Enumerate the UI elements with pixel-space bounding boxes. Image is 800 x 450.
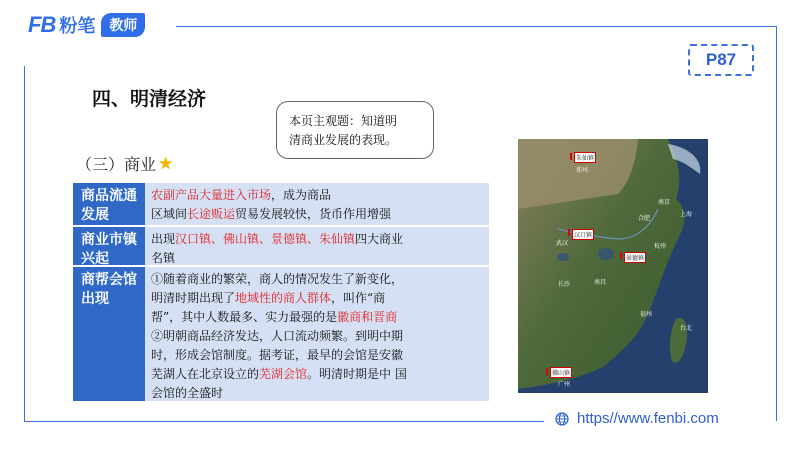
content-line xyxy=(151,289,483,308)
dongting-lake xyxy=(557,253,569,261)
text-segment: 。明清时期是中 国 xyxy=(307,367,407,381)
satellite-map xyxy=(518,139,708,393)
globe-icon xyxy=(555,412,569,426)
pin-marker xyxy=(620,252,622,259)
table-row xyxy=(73,183,489,225)
website-link[interactable]: https//www.fenbi.com xyxy=(577,410,719,427)
subheading-text: （三）商业 xyxy=(76,155,157,174)
subjective-question-callout xyxy=(276,101,434,159)
callout-line-2: 清商业发展的表现。 xyxy=(289,133,398,147)
frame-border-bottom xyxy=(24,421,544,422)
map-label-taibei: 台北 xyxy=(680,325,693,332)
text-segment: 区域间 xyxy=(151,207,188,221)
row-label xyxy=(73,227,145,265)
map-label-hankou: 汉口镇 xyxy=(572,229,594,240)
star-icon: ★ xyxy=(158,153,174,174)
commerce-table xyxy=(73,183,489,401)
map-label-nanjing: 南京 xyxy=(658,199,671,206)
row-content xyxy=(145,267,489,401)
row-label-line: 商业市镇 xyxy=(81,232,137,248)
page-title: 四、明清经济 xyxy=(92,88,207,110)
content-line xyxy=(151,308,483,327)
content-line: ①随着商业的繁荣，商人的情况发生了新变化， xyxy=(151,272,404,286)
row-label xyxy=(73,183,145,225)
highlight-text: 徽商和晋商 xyxy=(337,310,398,324)
content-line xyxy=(151,186,483,205)
row-label-line: 商帮会馆 xyxy=(81,272,137,288)
map-label-jingde: 景德镇 xyxy=(624,252,646,263)
highlight-text: 长途贩运 xyxy=(187,207,236,221)
row-content xyxy=(145,227,489,265)
fenbi-logo xyxy=(28,12,145,38)
map-label-fuzhou: 福州 xyxy=(640,311,653,318)
pin-marker xyxy=(570,153,572,160)
text-segment: 出现 xyxy=(151,232,176,246)
content-line: ②明朝商品经济发达，人口流动频繁。到明中期 xyxy=(151,329,404,343)
text-segment: ，成为商品 xyxy=(271,188,332,202)
map-label-zhuxian: 朱仙镇 xyxy=(574,152,596,163)
frame-border-right xyxy=(776,26,777,421)
row-label-line: 商品流通 xyxy=(81,188,137,204)
highlight-text: 芜湖会馆 xyxy=(259,367,308,381)
text-segment: 明清时期出现了 xyxy=(151,291,236,305)
logo-badge: 教师 xyxy=(101,13,145,37)
page-number-badge: P87 xyxy=(688,44,754,76)
text-segment: 芜湖人在北京设立的 xyxy=(151,367,260,381)
section-subheading xyxy=(76,152,173,175)
logo-name: 粉笔 xyxy=(59,16,96,37)
logo-mark: FB xyxy=(28,12,56,37)
frame-border-top xyxy=(176,26,776,27)
highlight-text: 农副产品大量进入市场 xyxy=(151,188,272,202)
text-segment: 贸易发展较快，货币作用增强 xyxy=(235,207,392,221)
content-line: 会馆的全盛时 xyxy=(151,386,224,400)
row-label-line: 出现 xyxy=(81,291,109,307)
row-label xyxy=(73,267,145,401)
content-line xyxy=(151,205,483,224)
footer xyxy=(555,410,719,427)
frame-border-left xyxy=(24,66,25,421)
content-line xyxy=(151,230,483,249)
poyang-lake xyxy=(598,248,614,260)
map-label-shanghai: 上海 xyxy=(680,211,693,218)
pin-marker xyxy=(568,229,570,236)
content-line xyxy=(151,365,483,384)
map-label-hefei: 合肥 xyxy=(638,215,651,222)
content-line: 时，形成会馆制度。据考证，最早的会馆是安徽 xyxy=(151,348,404,362)
map-label-changsha: 长沙 xyxy=(558,281,571,288)
row-label-line: 兴起 xyxy=(81,251,109,267)
map-label-zhengzhou: 郑州 xyxy=(576,167,589,174)
map-label-nanchang: 南昌 xyxy=(594,279,607,286)
row-label-line: 发展 xyxy=(81,207,109,223)
highlight-text: 地域性的商人群体 xyxy=(235,291,332,305)
map-label-foshan: 佛山镇 xyxy=(550,367,572,378)
text-segment: 四大商业 xyxy=(355,232,404,246)
pin-marker xyxy=(546,368,548,375)
map-label-hangzhou: 杭州 xyxy=(654,243,667,250)
callout-line-1: 本页主观题：知道明 xyxy=(289,114,398,128)
row-content xyxy=(145,183,489,225)
content-line: 名镇 xyxy=(151,251,176,265)
map-label-wuhan: 武汉 xyxy=(556,240,569,247)
map-label-guangzhou: 广州 xyxy=(558,381,571,388)
text-segment: 帮”，其中人数最多、实力最强的是 xyxy=(151,310,338,324)
text-segment: ，叫作“商 xyxy=(331,291,386,305)
table-row xyxy=(73,227,489,265)
table-row xyxy=(73,267,489,401)
map-terrain xyxy=(518,139,708,393)
highlight-text: 汉口镇、佛山镇、景德镇、朱仙镇 xyxy=(175,232,356,246)
